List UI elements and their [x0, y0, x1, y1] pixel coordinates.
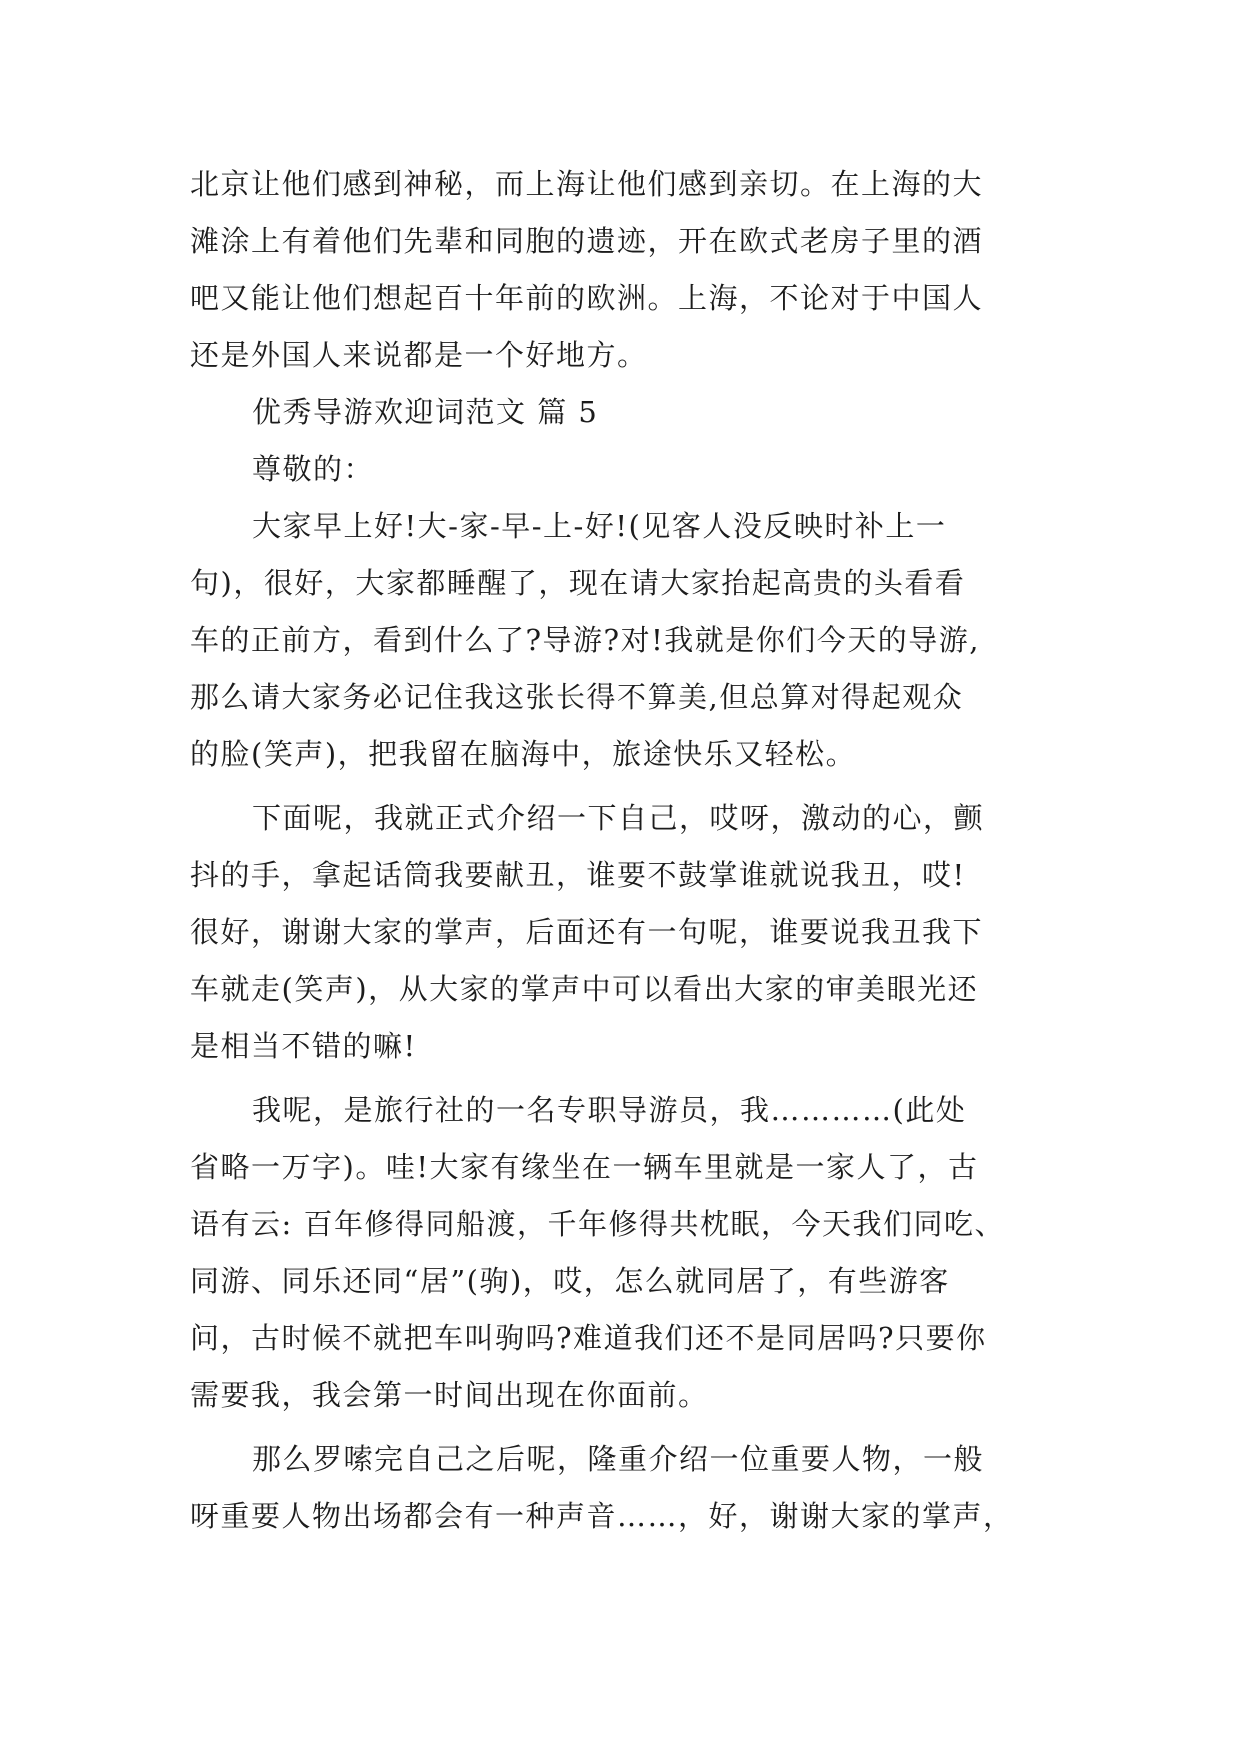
- salutation: 尊敬的：: [252, 452, 375, 486]
- text-line: 问，古时候不就把车叫驹吗?难道我们还不是同居吗?只要你: [190, 1321, 987, 1355]
- text-line: 呀重要人物出场都会有一种声音……，好，谢谢大家的掌声，: [190, 1499, 1014, 1533]
- document-body: [190, 156, 1058, 1545]
- text-line: 很好，谢谢大家的掌声，后面还有一句呢，谁要说我丑我下: [190, 915, 984, 949]
- text-line: 北京让他们感到神秘，而上海让他们感到亲切。在上海的大: [190, 167, 984, 201]
- text-line: 同游、同乐还同“居”(驹)，哎，怎么就同居了，有些游客: [190, 1264, 950, 1298]
- section-heading: 优秀导游欢迎词范文 篇 5: [252, 395, 599, 429]
- text-line: 吧又能让他们想起百十年前的欧洲。上海，不论对于中国人: [190, 281, 984, 315]
- text-line: 下面呢，我就正式介绍一下自己，哎呀，激动的心，颤: [252, 801, 985, 835]
- text-line: 那么罗嗦完自己之后呢，隆重介绍一位重要人物，一般: [252, 1442, 985, 1476]
- text-line: 我呢，是旅行社的一名专职导游员，我…………(此处: [252, 1093, 967, 1127]
- text-line: 抖的手，拿起话筒我要献丑，谁要不鼓掌谁就说我丑，哎!: [190, 858, 966, 892]
- text-line: 需要我，我会第一时间出现在你面前。: [190, 1378, 709, 1412]
- text-line: 滩涂上有着他们先辈和同胞的遗迹，开在欧式老房子里的酒: [190, 224, 984, 258]
- text-line: 那么请大家务必记住我这张长得不算美,但总算对得起观众: [190, 680, 964, 714]
- text-line: 省略一万字)。哇!大家有缘坐在一辆车里就是一家人了，古: [190, 1150, 979, 1184]
- text-line: 的脸(笑声)，把我留在脑海中，旅途快乐又轻松。: [190, 737, 857, 771]
- text-line: 车的正前方，看到什么了?导游?对!我就是你们今天的导游,: [190, 623, 980, 657]
- text-line: 语有云: 百年修得同船渡，千年修得共枕眠，今天我们同吃、: [190, 1207, 1005, 1241]
- text-line: 大家早上好!大-家-早-上-好!(见客人没反映时补上一: [252, 509, 947, 543]
- text-line: 车就走(笑声)，从大家的掌声中可以看出大家的审美眼光还: [190, 972, 979, 1006]
- text-line: 是相当不错的嘛!: [190, 1029, 417, 1063]
- text-line: 句)，很好，大家都睡醒了，现在请大家抬起高贵的头看看: [190, 566, 966, 600]
- text-line: 还是外国人来说都是一个好地方。: [190, 338, 648, 372]
